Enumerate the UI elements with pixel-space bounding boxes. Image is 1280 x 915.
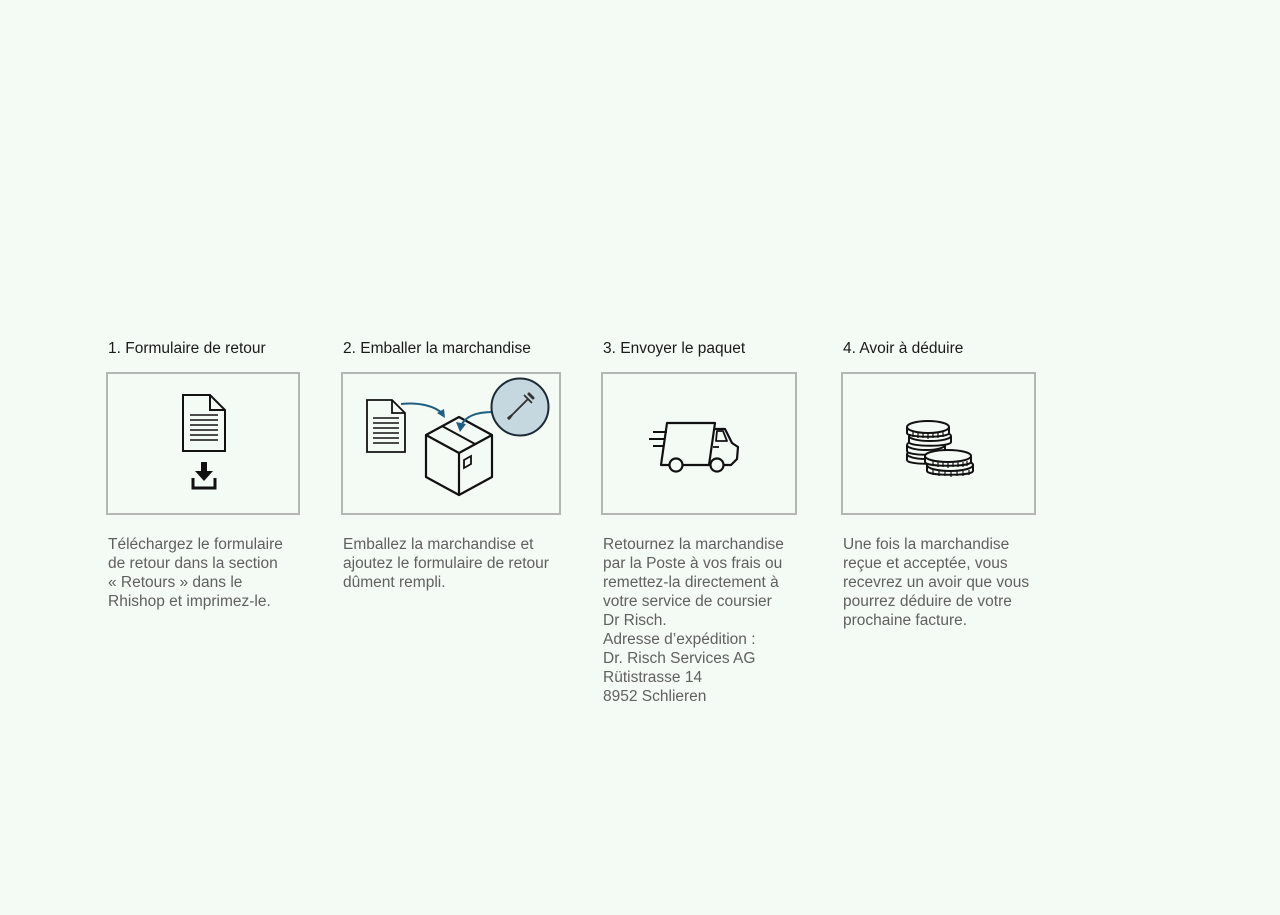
address-line: Rütistrasse 14	[603, 669, 703, 686]
description-line: remettez-la directement à	[603, 574, 779, 591]
description-line: prochaine facture.	[843, 612, 968, 629]
step-description	[603, 535, 784, 706]
description-line: Une fois la marchandise	[843, 536, 1010, 553]
step-4	[841, 339, 1030, 629]
document-icon	[181, 393, 227, 453]
description-line: Rhishop et imprimez-le.	[108, 593, 271, 610]
description-line: recevrez un avoir que vous	[843, 574, 1030, 591]
step-title: 4. Avoir à déduire	[843, 340, 964, 357]
description-line: reçue et acceptée, vous	[843, 555, 1008, 572]
step-3	[601, 339, 784, 705]
step-illustration-box	[841, 372, 1036, 515]
step-title: 1. Formulaire de retour	[108, 340, 266, 357]
download-icon	[191, 462, 217, 490]
description-line: « Retours » dans le	[108, 574, 243, 591]
step-description	[343, 535, 549, 592]
description-line: ajoutez le formulaire de retour	[343, 555, 549, 572]
description-line: pourrez déduire de votre	[843, 593, 1012, 610]
address-label: Adresse d’expédition :	[603, 631, 756, 648]
pipette-icon	[489, 376, 551, 438]
delivery-truck-icon	[647, 419, 741, 475]
step-description	[108, 535, 283, 611]
description-line: par la Poste à vos frais ou	[603, 555, 783, 572]
step-description	[843, 535, 1029, 630]
step-illustration-box	[106, 372, 300, 515]
coins-icon	[905, 418, 979, 480]
step-1	[106, 339, 283, 610]
step-illustration-box	[601, 372, 797, 515]
address-line: 8952 Schlieren	[603, 688, 707, 705]
address-line: Dr. Risch Services AG	[603, 650, 756, 667]
step-2	[341, 339, 549, 591]
description-line: Dr Risch.	[603, 612, 667, 629]
step-illustration-box	[341, 372, 561, 515]
description-line: dûment rempli.	[343, 574, 446, 591]
description-line: Téléchargez le formulaire	[108, 536, 283, 553]
step-title: 3. Envoyer le paquet	[603, 340, 746, 357]
step-title: 2. Emballer la marchandise	[343, 340, 531, 357]
description-line: Emballez la marchandise et	[343, 536, 534, 553]
description-line: votre service de coursier	[603, 593, 772, 610]
description-line: de retour dans la section	[108, 555, 278, 572]
description-line: Retournez la marchandise	[603, 536, 784, 553]
